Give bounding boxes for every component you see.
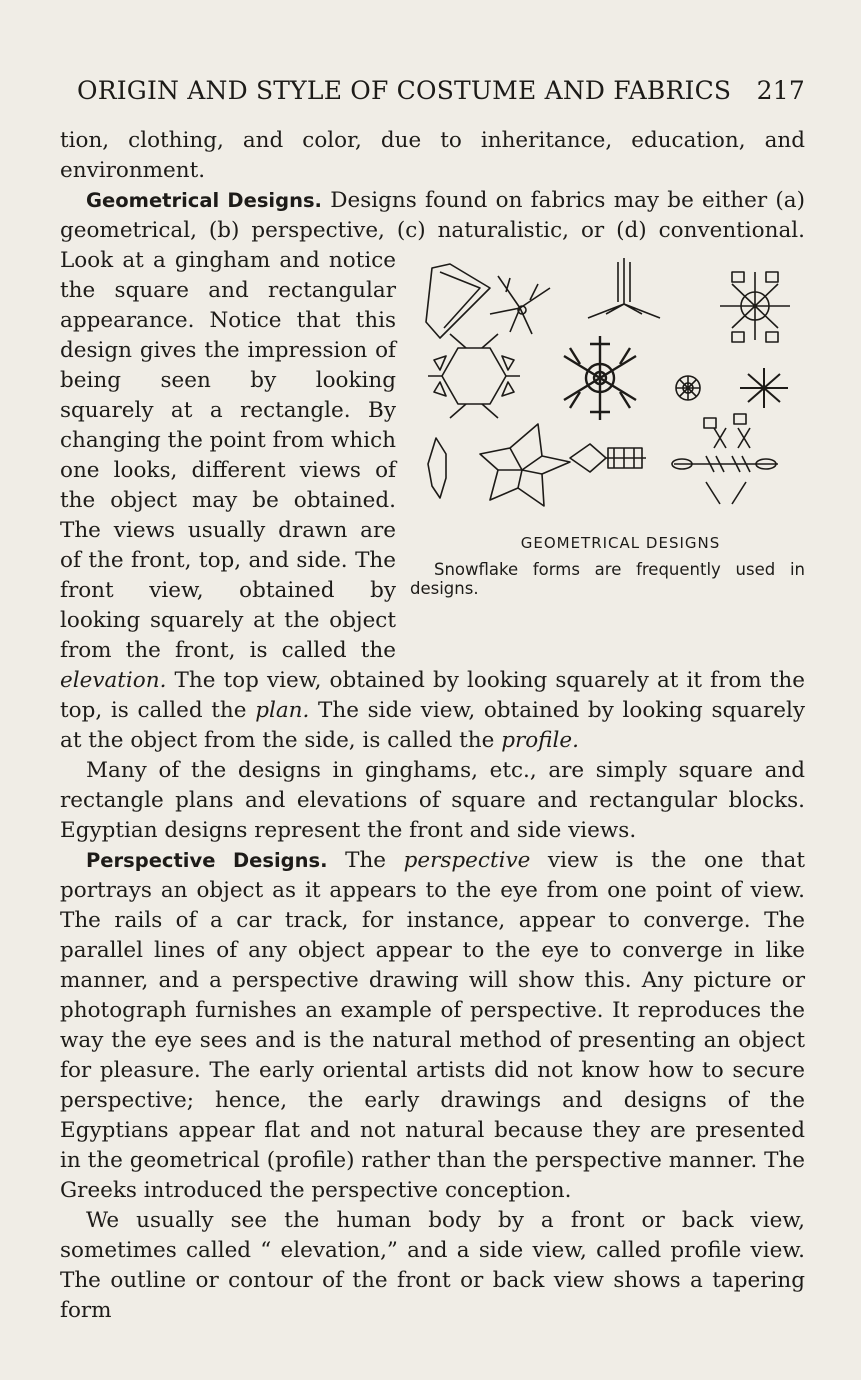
paragraph-perspective — [60, 846, 805, 1206]
italic-term-perspective: perspective — [403, 848, 531, 873]
hexagon-form-icon — [428, 334, 520, 418]
figure-title: GEOMETRICAL DESIGNS — [520, 534, 721, 552]
small-star-icon — [740, 368, 788, 408]
wedge-form-icon — [426, 264, 490, 338]
large-snowflake-icon — [564, 336, 636, 420]
paragraph-text: The top view, obtained by looking squarely at it from the top, is called the — [60, 668, 805, 723]
geometrical-designs-figure — [410, 248, 805, 650]
italic-term-profile: profile. — [501, 728, 579, 753]
section-heading-geometrical: Geometrical Designs. — [86, 189, 322, 212]
italic-term-elevation: elevation. — [60, 668, 167, 693]
header-title: ORIGIN AND STYLE OF COSTUME AND FABRICS — [77, 76, 732, 105]
three-arm-form-icon — [588, 258, 660, 318]
paragraph-1: tion, clothing, and color, due to inheritance, education, and environment. — [60, 128, 805, 183]
daisy-form-icon — [676, 376, 700, 400]
paragraph-geometrical — [60, 186, 805, 756]
figure-caption: Snowflake forms are frequently used in designs. — [410, 560, 805, 598]
paragraph-ginghams: Many of the designs in ginghams, etc., are simply square and rectangle plans and elevations of square and rectangular blocks. Egyptian designs represent the front and side views. — [60, 758, 805, 843]
paragraph-text: The side view, obtained by looking squarely at the object from the side, is called the — [60, 698, 805, 753]
paragraph-text: The — [327, 848, 404, 873]
paragraph-text: view is the one that portrays an object as it appears to the eye from one point of view. The rails of a car track, for instance, appear to converge. The parallel lines of any object appear to the eye to converge in like manner, and a perspective drawing will show this. Any picture or photograph furnishes an example of perspective. It reproduces the way the eye sees and is the natural method of presenting an object for pleasure. The early oriental artists did not know how to secure perspective; hence, the early drawings and designs of the Egyptians appear flat and not natural because they are presented in the geometrical (profile) rather than the perspective manner. The Greeks introduced the perspective conception. — [60, 848, 805, 1203]
page-number: 217 — [756, 76, 805, 105]
paragraph-human-body: We usually see the human body by a front or back view, sometimes called “ elevation,” and a side view, called profile view. The outline or contour of the front or back view shows a tapering form — [60, 1208, 805, 1323]
body-text — [60, 126, 805, 1326]
italic-term-plan: plan. — [255, 698, 310, 723]
capsule-form-icon — [570, 444, 646, 472]
running-header — [77, 76, 805, 105]
branch-form-icon — [490, 276, 550, 334]
snowflake-designs-illustration — [410, 248, 805, 523]
section-heading-perspective: Perspective Designs. — [86, 849, 328, 872]
paragraph-text: Designs found on fabrics may be either (a) geometrical, (b) perspective, (c) naturalistic, or (d) conventional. — [60, 188, 805, 243]
ornate-snowflake-icon — [720, 272, 790, 342]
chain-form-icon — [672, 414, 778, 504]
star-polygon-icon — [480, 424, 570, 506]
paragraph-text: Look at a gingham and notice the square and rectangular appearance. Notice that this design gives the impression of being seen by looking squarely at a rectangle. By changing the point from which one looks, different views of the object may be obtained. The views usually drawn are of the front, top, and side. The front view, obtained by looking squarely at the object from the front, is called the — [60, 248, 397, 663]
leaf-form-icon — [428, 438, 446, 498]
